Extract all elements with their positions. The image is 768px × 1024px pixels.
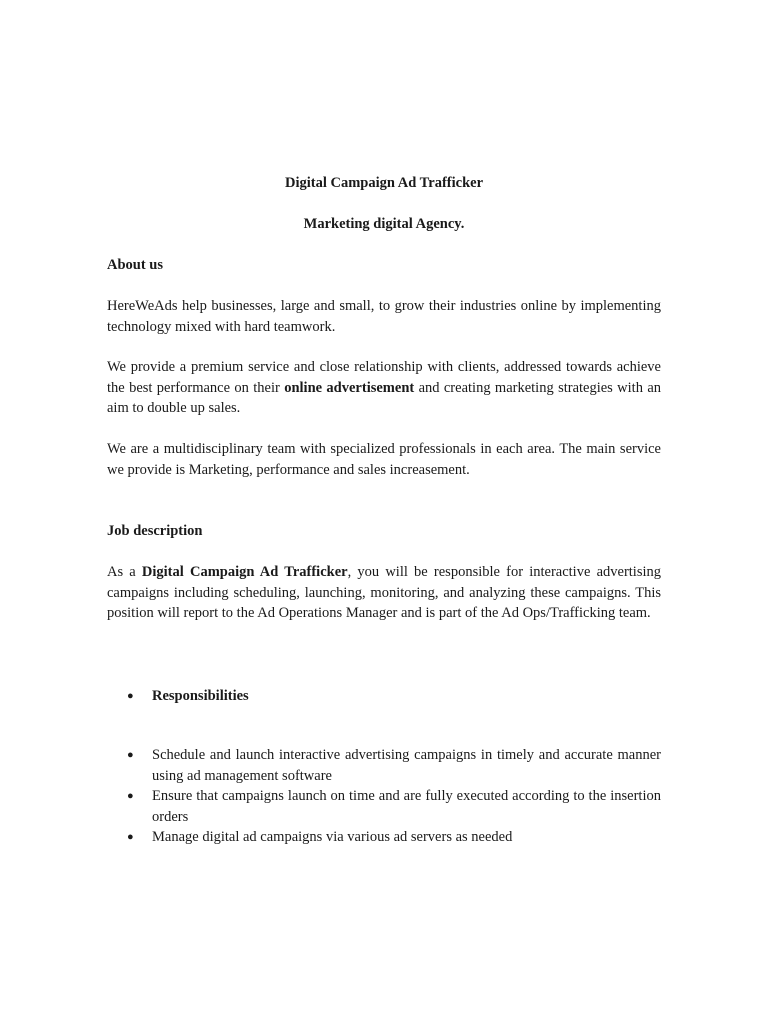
about-paragraph-2-text-b: and creating marketing strategies with an aim to double up sales. (107, 379, 662, 416)
bullet-icon: ● (127, 831, 134, 843)
about-paragraph-2 (107, 357, 661, 419)
job-title-emphasis: Digital Campaign Ad Trafficker (141, 564, 348, 580)
bullet-icon: ● (127, 690, 134, 702)
responsibility-text: Schedule and launch interactive advertising campaigns in timely and accurate manner using ad management software (152, 747, 661, 784)
responsibilities-heading: Responsibilities (152, 688, 249, 704)
responsibility-text: Manage digital ad campaigns via various ad servers as needed (152, 829, 513, 845)
about-us-heading: About us (107, 257, 164, 273)
online-advertisement-emphasis: online advertisement (284, 379, 415, 396)
document-subtitle: Marketing digital Agency. (303, 216, 465, 232)
job-description-paragraph (107, 562, 661, 624)
responsibility-text: Ensure that campaigns launch on time and are fully executed according to the insertion orders (152, 788, 661, 825)
bullet-icon: ● (127, 749, 134, 761)
job-paragraph-text-a: As a (107, 564, 142, 580)
job-paragraph-text-b: , you will be responsible for interactive advertising campaigns including scheduling, launching, monitoring, and analyzing these campaigns. This position will report to the Ad Operations Manager and is part of the Ad Ops/Trafficking team. (107, 564, 661, 621)
job-description-heading: Job description (107, 523, 203, 539)
about-paragraph-1: HereWeAds help businesses, large and small, to grow their industries online by implementing technology mixed with hard teamwork. (107, 298, 661, 335)
bullet-icon: ● (127, 790, 134, 802)
about-paragraph-2-text-a: We provide a premium service and close relationship with clients, addressed towards achieve the best performance on their (107, 359, 661, 396)
document-title: Digital Campaign Ad Trafficker (284, 175, 484, 191)
about-paragraph-3: We are a multidisciplinary team with specialized professionals in each area. The main service we provide is Marketing, performance and sales increasement. (107, 441, 661, 478)
